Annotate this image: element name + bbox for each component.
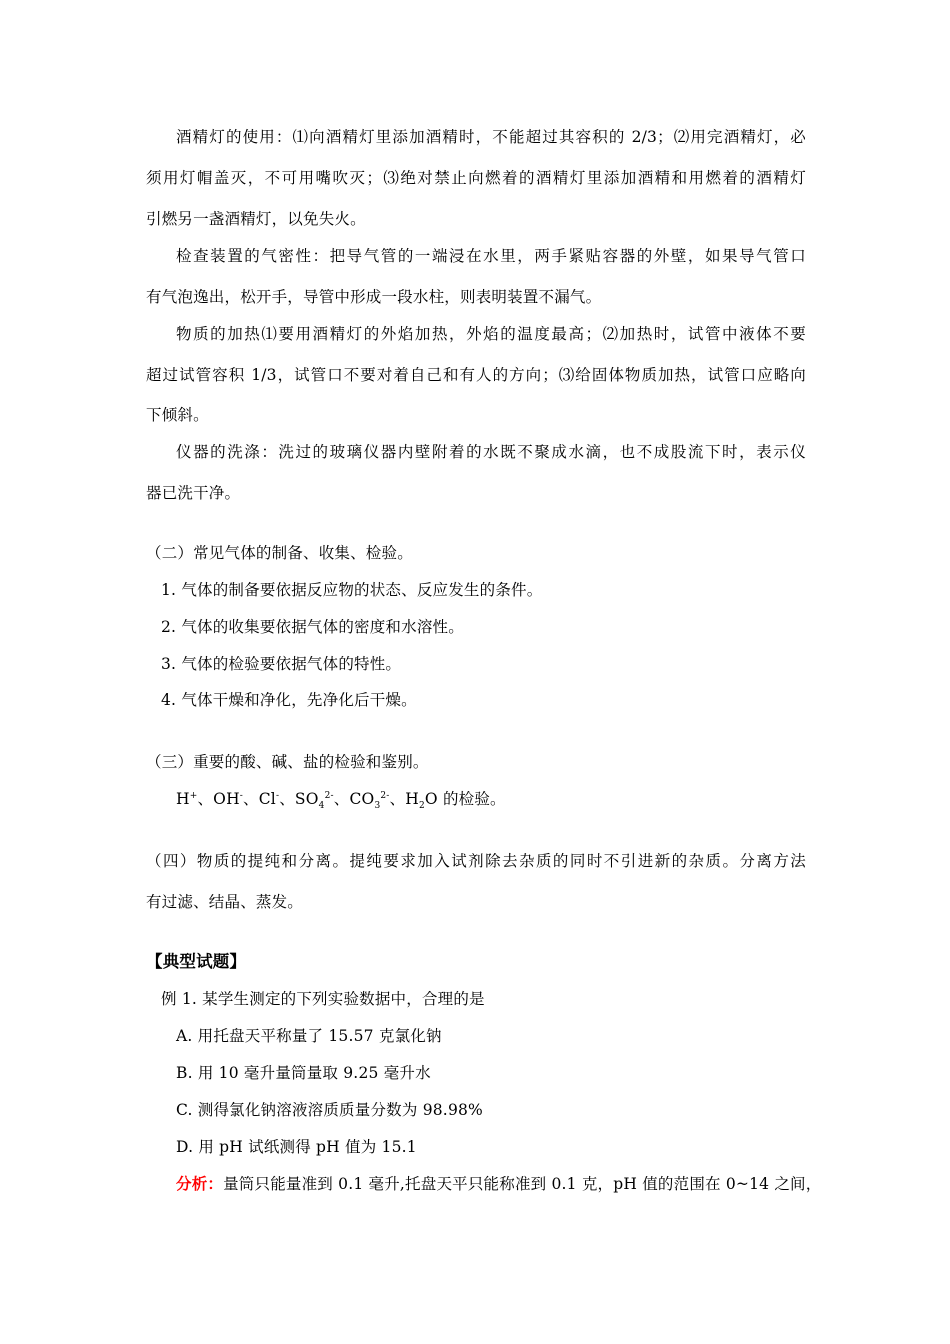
section-4-line-1: （四）物质的提纯和分离。提纯要求加入试剂除去杂质的同时不引进新的杂质。分离方法 [146, 852, 806, 870]
alcohol-lamp-line-2: 须用灯帽盖灭，不可用嘴吹灭；⑶绝对禁止向燃着的酒精灯里添加酒精和用燃着的酒精灯 [146, 169, 806, 187]
washing-line-1: 仪器的洗涤：洗过的玻璃仪器内壁附着的水既不聚成水滴，也不成股流下时，表示仪 [176, 443, 806, 461]
gas-list-item: 4. 气体干燥和净化，先净化后干燥。 [161, 691, 417, 709]
gas-list-item: 2. 气体的收集要依据气体的密度和水溶性。 [161, 618, 464, 636]
section-4-line-2: 有过滤、结晶、蒸发。 [146, 893, 304, 911]
alcohol-lamp-line-3: 引燃另一盏酒精灯，以免失火。 [146, 210, 366, 228]
typical-questions-heading: 【典型试题】 [146, 952, 247, 971]
option-d: D. 用 pH 试纸测得 pH 值为 15.1 [176, 1138, 417, 1156]
alcohol-lamp-line-1: 酒精灯的使用：⑴向酒精灯里添加酒精时，不能超过其容积的 2/3；⑵用完酒精灯，必 [176, 128, 806, 146]
heating-line-2: 超过试管容积 1/3，试管口不要对着自己和有人的方向；⑶给固体物质加热，试管口应略向 [146, 366, 806, 384]
gas-list-item: 3. 气体的检验要依据气体的特性。 [161, 655, 402, 673]
analysis-line [176, 1174, 821, 1194]
example-1-question: 例 1. 某学生测定的下列实验数据中，合理的是 [161, 990, 485, 1008]
heating-line-3: 下倾斜。 [146, 406, 209, 424]
option-b: B. 用 10 毫升量筒量取 9.25 毫升水 [176, 1064, 431, 1082]
ion-detection-line: H+、OH-、Cl-、$SO_4^{2-}$、$CO_3^{2-}$、$H_2O$ 的检验。 [176, 790, 506, 812]
gas-list-item: 1. 气体的制备要依据反应物的状态、反应发生的条件。 [161, 581, 543, 599]
airtightness-line-2: 有气泡逸出，松开手，导管中形成一段水柱，则表明装置不漏气。 [146, 288, 602, 306]
section-3-title: （三）重要的酸、碱、盐的检验和鉴别。 [146, 753, 429, 771]
airtightness-line-1: 检查装置的气密性：把导气管的一端浸在水里，两手紧贴容器的外壁，如果导气管口 [176, 247, 806, 265]
option-c: C. 测得氯化钠溶液溶质质量分数为 98.98% [176, 1101, 483, 1119]
section-2-title: （二）常见气体的制备、收集、检验。 [146, 544, 413, 562]
analysis-label: 分析： [176, 1174, 224, 1193]
washing-line-2: 器已洗干净。 [146, 484, 241, 502]
heating-line-1: 物质的加热⑴要用酒精灯的外焰加热，外焰的温度最高；⑵加热时，试管中液体不要 [176, 325, 806, 343]
option-a: A. 用托盘天平称量了 15.57 克氯化钠 [176, 1027, 442, 1045]
analysis-text: 量筒只能量准到 0.1 毫升,托盘天平只能称准到 0.1 克，pH 值的范围在 0~14 之间， [223, 1175, 822, 1193]
